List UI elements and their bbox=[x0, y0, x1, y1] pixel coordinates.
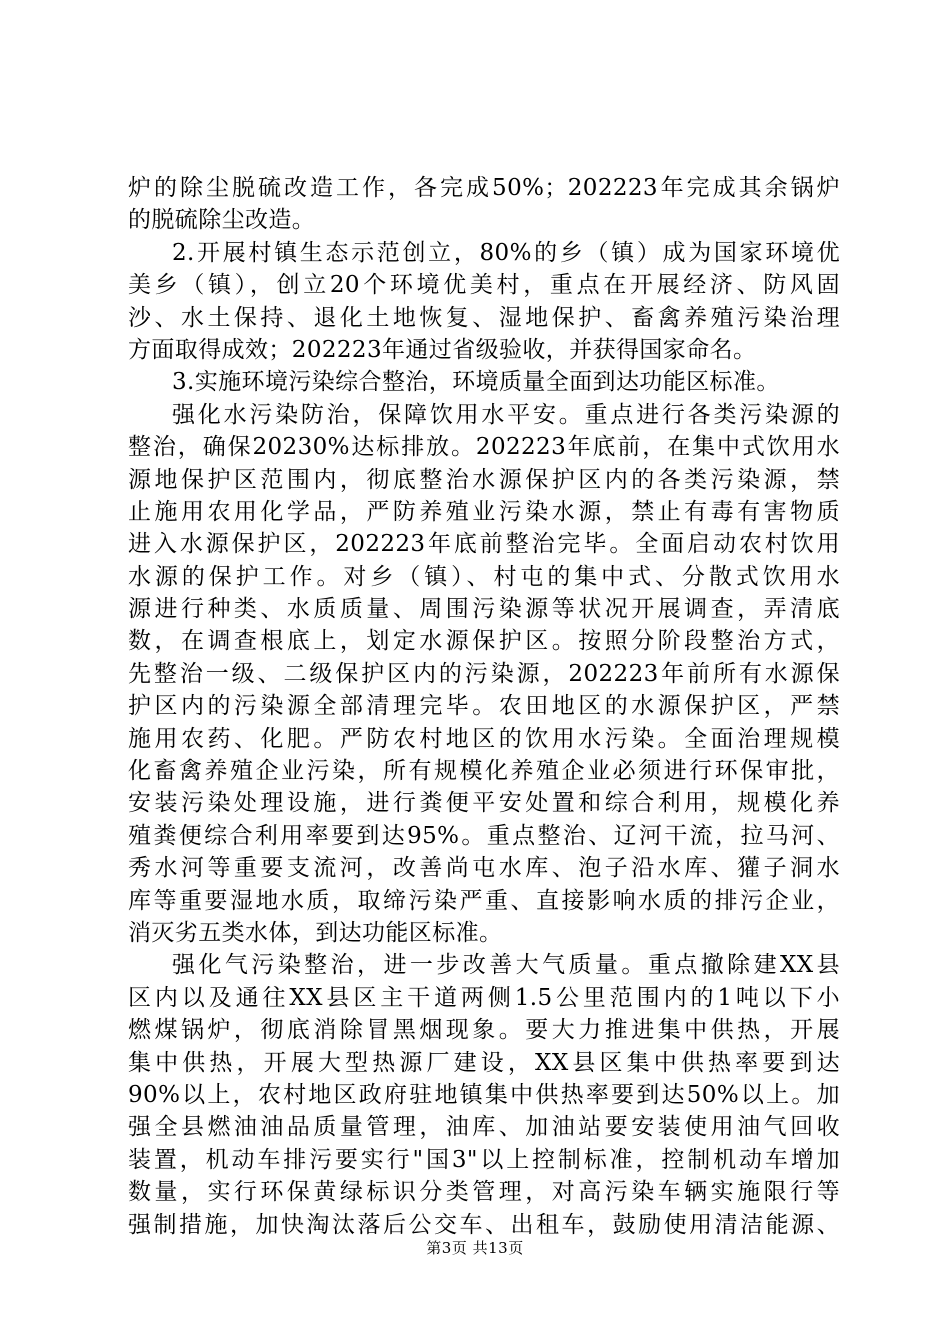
text-line: 库等重要湿地水质，取缔污染严重、直接影响水质的排污企业， bbox=[128, 887, 840, 914]
text-line: 施用农药、化肥。严防农村地区的饮用水污染。全面治理规模 bbox=[128, 725, 840, 752]
text-line: 消灭劣五类水体，到达功能区标准。 bbox=[128, 919, 503, 946]
text-line: 强制措施，加快淘汰落后公交车、出租车，鼓励使用清洁能源、 bbox=[128, 1211, 840, 1238]
text-line: 的脱硫除尘改造。 bbox=[128, 207, 316, 234]
text-line: 美乡（镇），创立20个环境优美村，重点在开展经济、防风固 bbox=[128, 272, 840, 299]
text-line: 源地保护区范围内，彻底整治水源保护区内的各类污染源，禁 bbox=[128, 466, 840, 493]
text-line: 止施用农用化学品，严防养殖业污染水源，禁止有毒有害物质 bbox=[128, 498, 840, 525]
text-line: 先整治一级、二级保护区内的污染源，202223年前所有水源保 bbox=[128, 660, 840, 687]
text-line: 集中供热，开展大型热源厂建设，XX县区集中供热率要到达 bbox=[128, 1049, 840, 1076]
text-line: 强全县燃油油品质量管理，油库、加油站要安装使用油气回收 bbox=[128, 1114, 840, 1141]
text-line: 炉的除尘脱硫改造工作，各完成50%；202223年完成其余锅炉 bbox=[128, 175, 840, 201]
text-line: 燃煤锅炉，彻底消除冒黑烟现象。要大力推进集中供热，开展 bbox=[128, 1017, 840, 1044]
text-line: 90%以上，农村地区政府驻地镇集中供热率要到达50%以上。加 bbox=[128, 1081, 840, 1108]
page-footer: 第3页 共13页 bbox=[426, 1239, 524, 1257]
text-line: 化畜禽养殖企业污染，所有规模化养殖企业必须进行环保审批， bbox=[128, 758, 840, 785]
text-line: 进入水源保护区，202223年底前整治完毕。全面启动农村饮用 bbox=[128, 531, 840, 558]
text-line: 3.实施环境污染综合整治，环境质量全面到达功能区标准。 bbox=[172, 369, 780, 396]
text-line: 殖粪便综合利用率要到达95%。重点整治、辽河干流，拉马河、 bbox=[128, 822, 840, 849]
text-line: 装置，机动车排污要实行"国3"以上控制标准，控制机动车增加 bbox=[128, 1146, 840, 1173]
text-line: 护区内的污染源全部清理完毕。农田地区的水源保护区，严禁 bbox=[128, 693, 840, 720]
text-line: 2.开展村镇生态示范创立，80%的乡（镇）成为国家环境优 bbox=[172, 239, 840, 266]
text-line: 秀水河等重要支流河，改善尚屯水库、泡子沿水库、獾子洞水 bbox=[128, 855, 840, 882]
text-line: 沙、水土保持、退化土地恢复、湿地保护、畜禽养殖污染治理 bbox=[128, 304, 840, 331]
text-line: 安装污染处理设施，进行粪便平安处置和综合利用，规模化养 bbox=[128, 790, 840, 817]
document-body bbox=[128, 172, 840, 1241]
text-line: 整治，确保20230%达标排放。202223年底前，在集中式饮用水 bbox=[128, 434, 840, 461]
text-line: 数，在调查根底上，划定水源保护区。按照分阶段整治方式， bbox=[128, 628, 840, 655]
text-line: 区内以及通往XX县区主干道两侧1.5公里范围内的1吨以下小 bbox=[128, 984, 840, 1011]
text-line: 数量，实行环保黄绿标识分类管理，对高污染车辆实施限行等 bbox=[128, 1179, 840, 1206]
text-line: 水源的保护工作。对乡（镇）、村屯的集中式、分散式饮用水 bbox=[128, 563, 840, 590]
text-line: 源进行种类、水质质量、周围污染源等状况开展调查，弄清底 bbox=[128, 596, 840, 623]
text-line: 强化气污染整治，进一步改善大气质量。重点撤除建XX县 bbox=[172, 952, 840, 979]
text-line: 方面取得成效；202223年通过省级验收，并获得国家命名。 bbox=[128, 336, 757, 363]
text-line: 强化水污染防治，保障饮用水平安。重点进行各类污染源的 bbox=[172, 401, 840, 428]
